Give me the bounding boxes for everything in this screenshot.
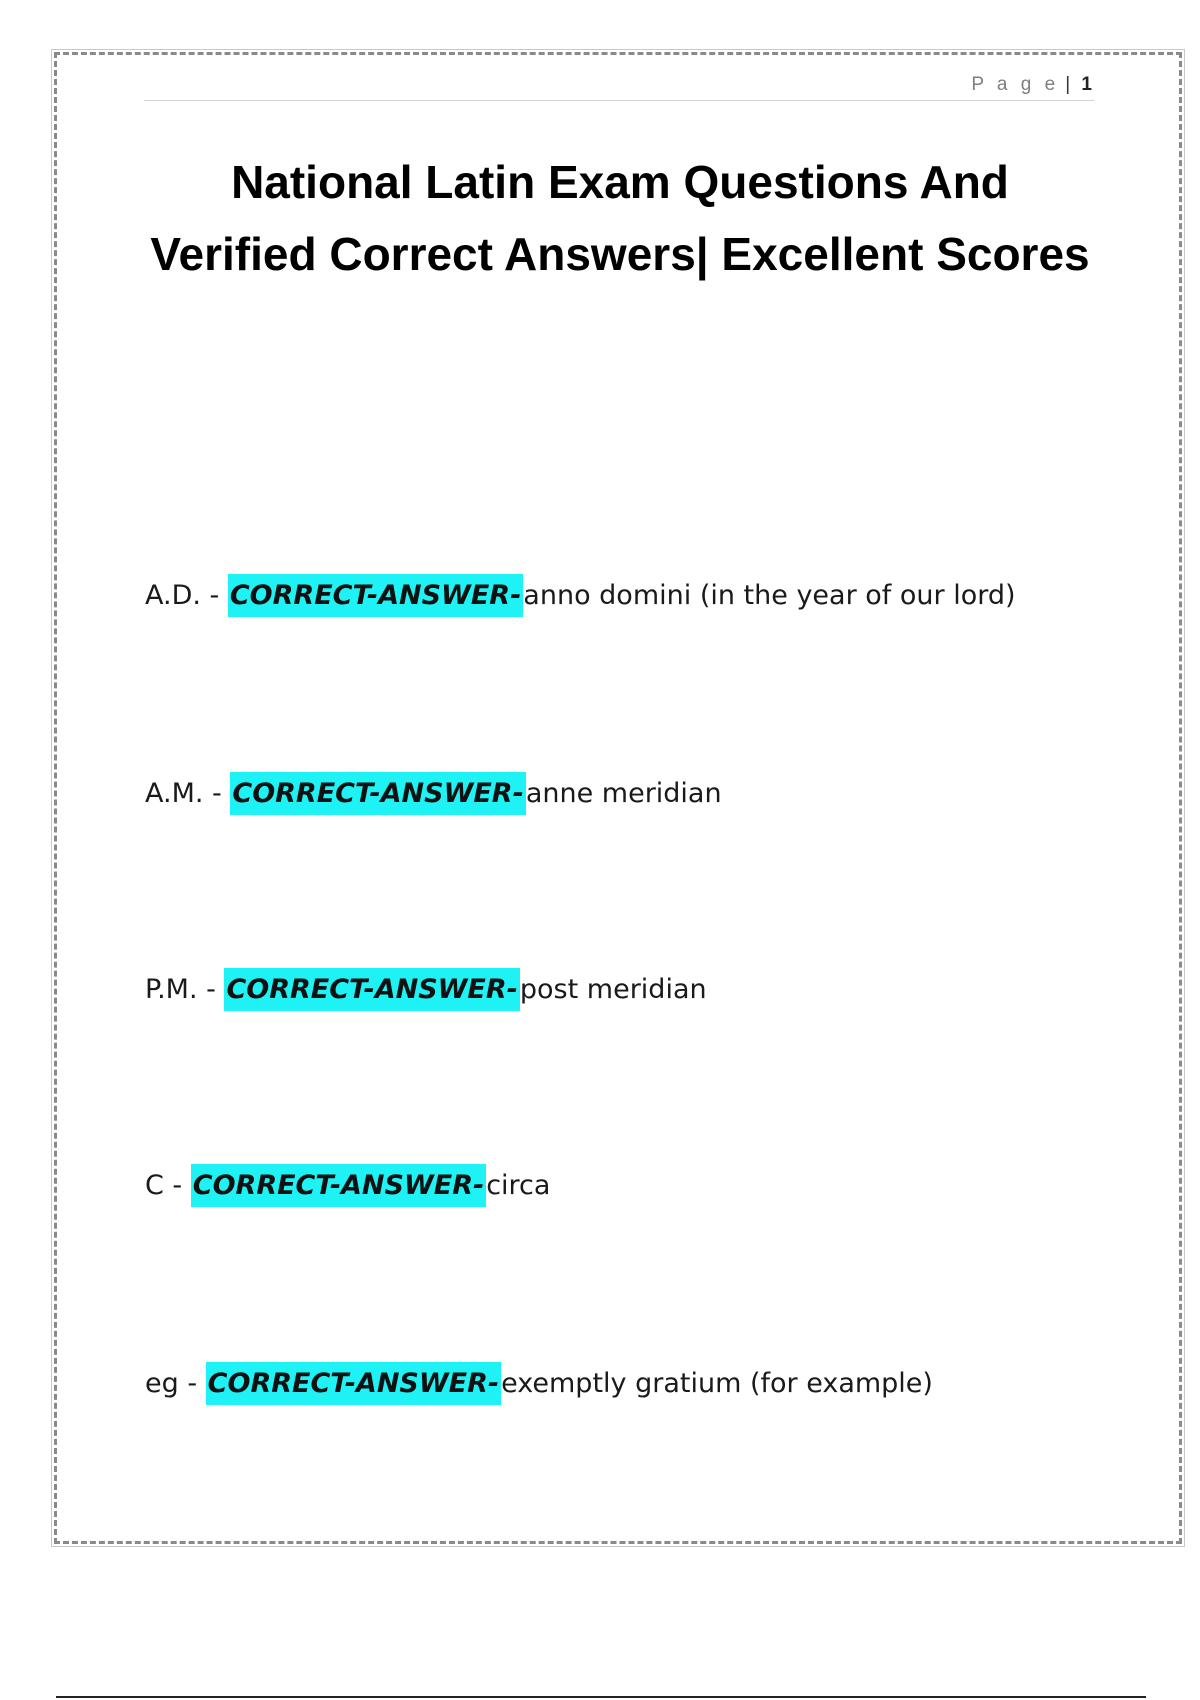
qa-term: A.D. - bbox=[145, 580, 228, 611]
qa-item bbox=[145, 580, 1016, 611]
qa-item bbox=[145, 1170, 550, 1201]
qa-term: eg - bbox=[145, 1368, 206, 1399]
correct-answer-marker: CORRECT-ANSWER- bbox=[191, 1164, 486, 1207]
qa-term: P.M. - bbox=[145, 974, 225, 1005]
qa-item bbox=[145, 1368, 933, 1399]
header-rule bbox=[144, 100, 1094, 101]
qa-term: A.M. - bbox=[145, 778, 231, 809]
correct-answer-marker: CORRECT-ANSWER- bbox=[228, 574, 523, 617]
qa-answer: post meridian bbox=[519, 974, 707, 1005]
qa-answer: anne meridian bbox=[525, 778, 722, 809]
document-title: National Latin Exam Questions And Verified Correct Answers| Excellent Scores bbox=[150, 156, 1090, 280]
correct-answer-marker: CORRECT-ANSWER- bbox=[206, 1362, 501, 1405]
next-page-edge bbox=[56, 1696, 1146, 1698]
qa-answer: exemptly gratium (for example) bbox=[501, 1368, 933, 1399]
page-number: 1 bbox=[1081, 74, 1092, 95]
qa-term: C - bbox=[145, 1170, 191, 1201]
qa-item bbox=[145, 778, 722, 809]
page-label: P a g e bbox=[971, 74, 1060, 95]
correct-answer-marker: CORRECT-ANSWER- bbox=[230, 772, 525, 815]
qa-answer: circa bbox=[486, 1170, 551, 1201]
qa-item bbox=[145, 974, 707, 1005]
correct-answer-marker: CORRECT-ANSWER- bbox=[224, 968, 519, 1011]
page-number-header bbox=[971, 74, 1092, 96]
qa-answer: anno domini (in the year of our lord) bbox=[523, 580, 1016, 611]
page-separator: | bbox=[1065, 74, 1073, 95]
